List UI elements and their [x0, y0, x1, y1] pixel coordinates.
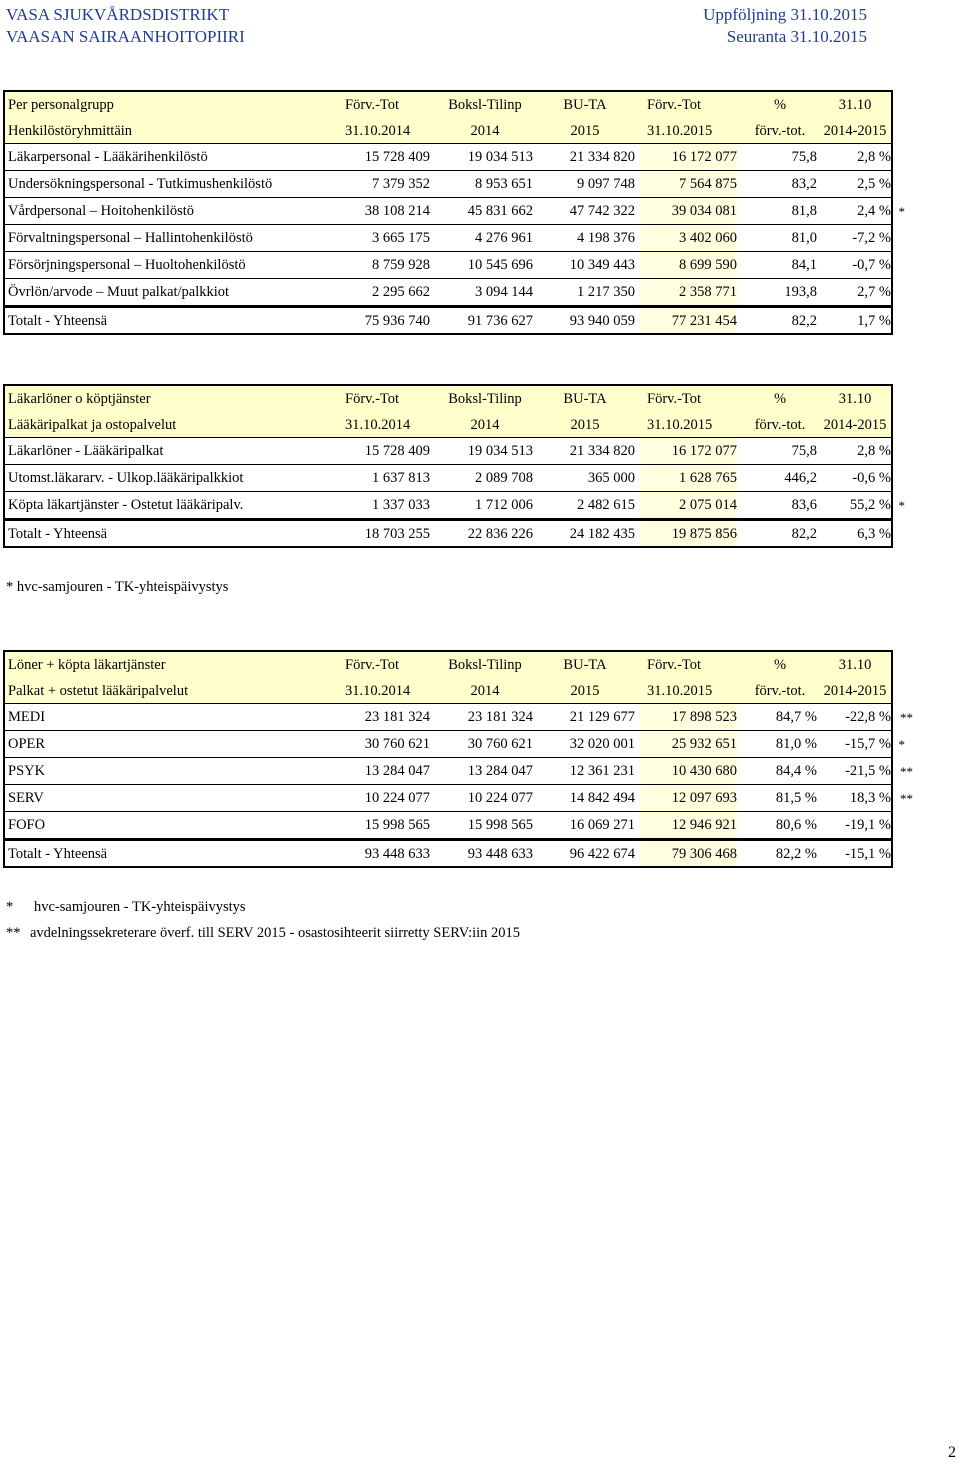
header-label: Palkat + ostetut lääkäripalvelut — [8, 683, 189, 699]
column-header: % — [773, 391, 787, 407]
value-cell: 8 699 590 — [639, 252, 737, 278]
column-header: 31.10.2015 — [647, 123, 713, 139]
table-row — [5, 812, 891, 839]
row-label: Läkarpersonal - Lääkärihenkilöstö — [8, 149, 208, 165]
value-cell: 2 089 708 — [475, 470, 533, 486]
column-header: 31.10 — [838, 657, 872, 673]
footnote-marker: * — [898, 498, 905, 513]
table-row — [5, 785, 913, 812]
value-cell: 83,6 — [791, 497, 817, 513]
value-cell: 10 224 077 — [364, 790, 430, 806]
table-row — [5, 731, 905, 758]
row-label: Övrlön/arvode – Muut palkat/palkkiot — [8, 284, 230, 300]
total-row — [5, 306, 891, 333]
value-cell: 13 284 047 — [467, 763, 533, 779]
value-cell: -22,8 % — [845, 709, 891, 725]
column-header: Förv.-Tot — [647, 97, 702, 113]
column-header: Boksl-Tilinp — [448, 97, 522, 113]
value-cell: 21 334 820 — [569, 149, 635, 165]
value-cell: 18 703 255 — [364, 526, 430, 542]
value-cell: 1 337 033 — [372, 497, 430, 513]
row-label: Undersökningspersonal - Tutkimushenkilöstö — [8, 176, 273, 192]
table-row — [5, 144, 891, 171]
value-cell: 55,2 % — [849, 497, 891, 513]
table-row — [5, 758, 913, 785]
column-header: 31.10.2014 — [345, 123, 411, 139]
column-header: 31.10.2014 — [345, 417, 411, 433]
row-label: Förvaltningspersonal – Hallintohenkilöstö — [8, 230, 253, 246]
table-row — [5, 438, 891, 465]
row-label: SERV — [8, 790, 44, 806]
value-cell: 82,2 % — [775, 846, 817, 862]
value-cell: 77 231 454 — [639, 308, 737, 333]
column-header: Boksl-Tilinp — [448, 391, 522, 407]
value-cell: -0,6 % — [852, 470, 891, 486]
table-row — [5, 492, 905, 519]
value-cell: 19 034 513 — [467, 149, 533, 165]
footnote-marker: * — [898, 204, 905, 219]
value-cell: 39 034 081 — [639, 198, 737, 224]
column-header: förv.-tot. — [754, 683, 806, 699]
value-cell: 75 936 740 — [364, 313, 430, 329]
table-row — [5, 198, 905, 225]
value-cell: 13 284 047 — [364, 763, 430, 779]
value-cell: 3 665 175 — [372, 230, 430, 246]
value-cell: 2,8 % — [857, 149, 891, 165]
header-row — [5, 412, 891, 438]
value-cell: 96 422 674 — [569, 846, 635, 862]
column-header: Förv.-Tot — [345, 657, 400, 673]
row-label: Totalt - Yhteensä — [8, 846, 108, 862]
column-header: 2014-2015 — [823, 417, 887, 433]
value-cell: 81,0 % — [775, 736, 817, 752]
header-label: Henkilöstöryhmittäin — [8, 123, 133, 139]
value-cell: 1,7 % — [857, 313, 891, 329]
column-header: Förv.-Tot — [345, 391, 400, 407]
value-cell: 4 276 961 — [475, 230, 533, 246]
row-label: Totalt - Yhteensä — [8, 313, 108, 329]
value-cell: 15 998 565 — [467, 817, 533, 833]
column-header: BU-TA — [563, 97, 607, 113]
value-cell: 93 448 633 — [467, 846, 533, 862]
value-cell: 2,7 % — [857, 284, 891, 300]
footnote-marker: ** — [900, 764, 913, 779]
value-cell: 21 129 677 — [569, 709, 635, 725]
value-cell: 15 728 409 — [364, 443, 430, 459]
value-cell: 84,7 % — [775, 709, 817, 725]
value-cell: 83,2 — [791, 176, 817, 192]
header-label: Läkarlöner o köptjänster — [8, 391, 151, 407]
report-title-swedish: Uppföljning 31.10.2015 — [703, 5, 867, 24]
district-name-swedish: VASA SJUKVÅRDSDISTRIKT — [6, 5, 230, 24]
column-header: 31.10 — [838, 97, 872, 113]
row-label: Läkarlöner - Lääkäripalkat — [8, 443, 164, 459]
value-cell: 3 094 144 — [475, 284, 533, 300]
row-label: OPER — [8, 736, 46, 752]
value-cell: 79 306 468 — [639, 841, 737, 866]
salaries-by-division-table — [3, 650, 913, 868]
value-cell: 15 728 409 — [364, 149, 430, 165]
header-row — [5, 92, 891, 118]
value-cell: 84,4 % — [775, 763, 817, 779]
value-cell: 38 108 214 — [364, 203, 430, 219]
header-row — [5, 386, 891, 412]
value-cell: -0,7 % — [852, 257, 891, 273]
value-cell: 22 836 226 — [467, 526, 533, 542]
table-row — [5, 465, 891, 492]
table-row — [5, 252, 891, 279]
value-cell: 75,8 — [791, 443, 817, 459]
row-label: Köpta läkartjänster - Ostetut lääkäripalv. — [8, 497, 244, 513]
value-cell: 30 760 621 — [467, 736, 533, 752]
column-header: 2014 — [470, 123, 500, 139]
value-cell: 81,8 — [791, 203, 817, 219]
value-cell: 23 181 324 — [364, 709, 430, 725]
page-number: 2 — [948, 1444, 956, 1461]
value-cell: 365 000 — [587, 470, 635, 486]
value-cell: 446,2 — [784, 470, 817, 486]
value-cell: 2 358 771 — [639, 279, 737, 305]
footnote-2-text: avdelningssekreterare överf. till SERV 2015 - osastosihteerit siirretty SERV:iin 2015 — [30, 925, 521, 941]
total-row — [5, 839, 891, 866]
value-cell: 30 760 621 — [364, 736, 430, 752]
value-cell: 7 379 352 — [372, 176, 430, 192]
value-cell: 10 545 696 — [467, 257, 533, 273]
header-left — [6, 4, 245, 48]
value-cell: 91 736 627 — [467, 313, 533, 329]
value-cell: 9 097 748 — [577, 176, 635, 192]
table-row — [5, 704, 913, 731]
column-header: Boksl-Tilinp — [448, 657, 522, 673]
value-cell: 3 402 060 — [639, 225, 737, 251]
footnote-1-mark: * — [6, 899, 14, 915]
table-row — [5, 225, 891, 252]
value-cell: 24 182 435 — [569, 526, 635, 542]
value-cell: 1 637 813 — [372, 470, 430, 486]
value-cell: 84,1 — [791, 257, 817, 273]
column-header: Förv.-Tot — [647, 391, 702, 407]
column-header: 31.10.2014 — [345, 683, 411, 699]
value-cell: 18,3 % — [849, 790, 891, 806]
value-cell: 12 946 921 — [639, 812, 737, 838]
note-hvc: * hvc-samjouren - TK-yhteispäivystys — [6, 579, 229, 595]
value-cell: 12 097 693 — [639, 785, 737, 811]
footnote-marker: ** — [900, 710, 913, 725]
value-cell: 1 628 765 — [639, 465, 737, 491]
row-label: Vårdpersonal – Hoitohenkilöstö — [8, 203, 195, 219]
value-cell: 6,3 % — [857, 526, 891, 542]
value-cell: 21 334 820 — [569, 443, 635, 459]
header-label: Per personalgrupp — [8, 97, 114, 113]
district-name-finnish: VAASAN SAIRAANHOITOPIIRI — [6, 27, 245, 46]
column-header: % — [773, 97, 787, 113]
row-label: Försörjningspersonal – Huoltohenkilöstö — [8, 257, 246, 273]
column-header: 31.10.2015 — [647, 683, 713, 699]
report-title-finnish: Seuranta 31.10.2015 — [726, 27, 867, 46]
value-cell: 8 953 651 — [475, 176, 533, 192]
column-header: % — [773, 657, 787, 673]
column-header: 2015 — [570, 417, 600, 433]
column-header: 2014 — [470, 417, 500, 433]
value-cell: 81,0 — [791, 230, 817, 246]
column-header: BU-TA — [563, 391, 607, 407]
footnote-2-mark: ** — [6, 925, 21, 941]
column-header: 2014-2015 — [823, 123, 887, 139]
value-cell: 82,2 — [791, 526, 817, 542]
table-row — [5, 279, 891, 306]
value-cell: 17 898 523 — [639, 704, 737, 730]
column-header: 2014-2015 — [823, 683, 887, 699]
value-cell: -21,5 % — [845, 763, 891, 779]
row-label: MEDI — [8, 709, 46, 725]
value-cell: 19 034 513 — [467, 443, 533, 459]
header-label: Lääkäripalkat ja ostopalvelut — [8, 417, 177, 433]
value-cell: 7 564 875 — [639, 171, 737, 197]
value-cell: 2,8 % — [857, 443, 891, 459]
row-label: PSYK — [8, 763, 46, 779]
value-cell: 1 217 350 — [577, 284, 635, 300]
value-cell: 10 224 077 — [467, 790, 533, 806]
header-row — [5, 118, 891, 144]
footnote-marker: ** — [900, 791, 913, 806]
value-cell: 25 932 651 — [639, 731, 737, 757]
value-cell: 75,8 — [791, 149, 817, 165]
value-cell: 93 940 059 — [569, 313, 635, 329]
value-cell: 82,2 — [791, 313, 817, 329]
value-cell: 16 069 271 — [569, 817, 635, 833]
value-cell: 19 875 856 — [639, 521, 737, 546]
column-header: 2014 — [470, 683, 500, 699]
value-cell: 2,5 % — [857, 176, 891, 192]
value-cell: 2,4 % — [857, 203, 891, 219]
column-header: förv.-tot. — [754, 123, 806, 139]
row-label: Utomst.läkararv. - Ulkop.lääkäripalkkiot — [8, 470, 244, 486]
footnote-marker: * — [898, 737, 905, 752]
value-cell: 1 712 006 — [475, 497, 533, 513]
column-header: 31.10 — [838, 391, 872, 407]
value-cell: 32 020 001 — [569, 736, 635, 752]
value-cell: 2 482 615 — [577, 497, 635, 513]
value-cell: 23 181 324 — [467, 709, 533, 725]
value-cell: 93 448 633 — [364, 846, 430, 862]
header-right — [703, 4, 867, 48]
value-cell: -7,2 % — [852, 230, 891, 246]
value-cell: -19,1 % — [845, 817, 891, 833]
footnote-1-text: hvc-samjouren - TK-yhteispäivystys — [34, 899, 246, 915]
column-header: BU-TA — [563, 657, 607, 673]
value-cell: 4 198 376 — [577, 230, 635, 246]
column-header: Förv.-Tot — [345, 97, 400, 113]
value-cell: 10 430 680 — [639, 758, 737, 784]
value-cell: 47 742 322 — [569, 203, 635, 219]
value-cell: 12 361 231 — [569, 763, 635, 779]
header-label: Löner + köpta läkartjänster — [8, 657, 166, 673]
column-header: 31.10.2015 — [647, 417, 713, 433]
value-cell: 16 172 077 — [639, 438, 737, 464]
value-cell: 193,8 — [784, 284, 817, 300]
header-row — [5, 652, 891, 678]
column-header: Förv.-Tot — [647, 657, 702, 673]
value-cell: 15 998 565 — [364, 817, 430, 833]
footnote-2 — [6, 923, 520, 943]
total-row — [5, 519, 891, 546]
personnel-group-table — [3, 90, 905, 335]
value-cell: 2 075 014 — [639, 492, 737, 518]
value-cell: 10 349 443 — [569, 257, 635, 273]
value-cell: 16 172 077 — [639, 144, 737, 170]
value-cell: 45 831 662 — [467, 203, 533, 219]
column-header: 2015 — [570, 123, 600, 139]
row-label: Totalt - Yhteensä — [8, 526, 108, 542]
column-header: förv.-tot. — [754, 417, 806, 433]
column-header: 2015 — [570, 683, 600, 699]
physician-salaries-table — [3, 384, 905, 548]
footnote-1 — [6, 897, 246, 917]
table-row — [5, 171, 891, 198]
value-cell: 80,6 % — [775, 817, 817, 833]
value-cell: 8 759 928 — [372, 257, 430, 273]
value-cell: 2 295 662 — [372, 284, 430, 300]
value-cell: 81,5 % — [775, 790, 817, 806]
row-label: FOFO — [8, 817, 46, 833]
value-cell: 14 842 494 — [569, 790, 635, 806]
value-cell: -15,7 % — [845, 736, 891, 752]
header-row — [5, 678, 891, 704]
value-cell: -15,1 % — [845, 846, 891, 862]
